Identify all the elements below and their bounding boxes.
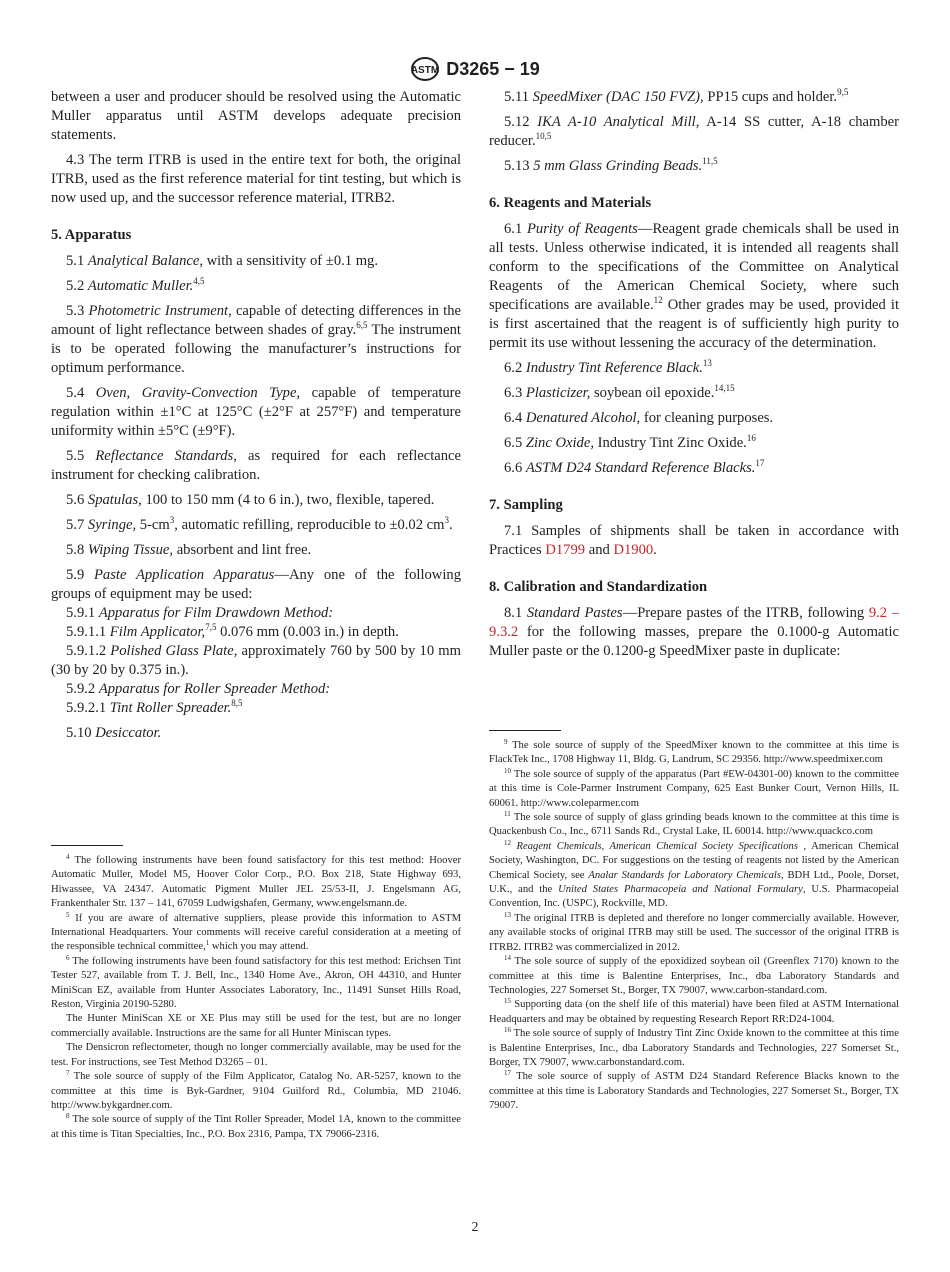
footnote (51, 912, 461, 955)
text: 5.3 (66, 303, 89, 319)
paragraph (51, 699, 461, 718)
footnote-ref: 12 (653, 295, 663, 305)
text: PP15 cups and holder. (703, 89, 838, 105)
footnote (51, 955, 461, 1013)
text: 5.11 (504, 89, 533, 105)
text: The sole source of supply of glass grinding beads known to the committee at this time is Quackenbush Co., Inc., 6711 Sands Rd., Crystal Lake, IL 60014. http://www.quackco.com (489, 812, 899, 838)
italic-term: Reflectance Standards, (95, 448, 237, 464)
text: —Any one of the following groups of equipment may be used: (51, 567, 461, 602)
text: 6.4 (504, 410, 526, 426)
text: 6.2 (504, 360, 526, 376)
paragraph (51, 541, 461, 560)
text: 5. Apparatus (51, 227, 132, 243)
paragraph (51, 680, 461, 699)
italic-term: Apparatus for Film Drawdown Method: (98, 605, 334, 621)
paragraph (51, 252, 461, 271)
text: approximately 760 by 500 by 10 mm (30 by 20 by 0.375 in.). (51, 643, 461, 678)
italic-term: Automatic Muller. (87, 278, 194, 294)
reference-link[interactable]: 9.2 – 9.3.2 (489, 605, 900, 640)
footnote (489, 912, 899, 955)
text: 6. Reagents and Materials (489, 195, 652, 211)
footnote-ref: 5 (66, 910, 70, 919)
text: 6.5 (504, 435, 526, 451)
text: The sole source of supply of the Tint Roller Spreader, Model 1A, known to the committee at this time is Titan Specialties, Inc., P.O. Box 2316, Pampa, TX 79066-2316. (51, 1114, 461, 1140)
text: 100 to 150 mm (4 to 6 in.), two, flexible, tapered. (141, 492, 435, 508)
italic-term: United States Pharmacopeia and National Formulary (558, 884, 803, 896)
italic-term: Analytical Balance, (87, 253, 203, 269)
italic-term: Denatured Alcohol, (525, 410, 641, 426)
text: The original ITRB is depleted and therefore no longer commercially available. However, any available stocks of original ITRB may still be used. The successor of the original ITRB is ITRB2. ITRB2 was commercialized in 2012. (489, 912, 899, 953)
text: 5-cm (136, 517, 170, 533)
text: with a sensitivity of ±0.1 mg. (202, 253, 379, 269)
footnote-ref: 11,5 (702, 156, 718, 166)
footnote (51, 1041, 461, 1070)
footnote-ref: 8,5 (231, 698, 243, 708)
text: 5.5 (66, 448, 96, 464)
paragraph (51, 302, 461, 378)
text: , BDH Ltd., Poole, Dorset, U.K., and the (489, 869, 899, 896)
footnote-ref: 6,5 (356, 320, 368, 330)
text: Industry Tint Zinc Oxide. (593, 435, 747, 451)
footnote-ref: 4,5 (193, 276, 205, 286)
reference-link[interactable]: D1900 (613, 542, 654, 558)
paragraph (489, 522, 899, 560)
section-heading (51, 226, 461, 245)
text: The sole source of supply of ASTM D24 Standard Reference Blacks known to the committee at this time is Laboratory Standards and Technologies, 227 Somerset St., Borger, TX 79007. (489, 1071, 899, 1112)
text: absorbent and lint free. (173, 542, 312, 558)
text: 6.1 (504, 221, 527, 237)
footnote (51, 1113, 461, 1142)
text: The Hunter MiniScan XE or XE Plus may still be used for the test, but are no longer commercially available. Instructions are the same for all Hunter Miniscan types. (51, 1013, 461, 1039)
footnote (489, 955, 899, 998)
footnote (489, 840, 899, 912)
paragraph (51, 447, 461, 485)
text: The instrument is to be operated following the manufacturer’s instructions for optimum performance. (51, 322, 461, 376)
text: The Densicron reflectometer, though no longer commercially available, may be used for the test. For instructions, see Test Method D3265 – 01. (51, 1042, 461, 1068)
footnote-ref: 14 (504, 954, 511, 963)
text: 5.9.2.1 (66, 700, 110, 716)
footnote-ref: 13 (504, 910, 511, 919)
text: The sole source of supply of the SpeedMixer known to the committee at this time is FlackTek Inc., 1708 Highway 11, Bldg. G, Landrum, SC 29356. http://www.speedmixer.com (489, 740, 899, 766)
paragraph (489, 384, 899, 403)
paragraph (51, 566, 461, 604)
text: The sole source of supply of the epoxidized soybean oil (Greenflex 7170) known to the committee at this time is Balentine Enterprises, Inc., dba Laboratory Standards and Technologies, 227 Somerset St., Borger, TX 79007, www.carbon-standard.com. (489, 956, 899, 996)
italic-term: Wiping Tissue, (87, 542, 174, 558)
text: 8.1 (504, 605, 527, 621)
text: . (448, 517, 453, 533)
italic-term: SpeedMixer (DAC 150 FVZ), (532, 89, 704, 105)
footnote-ref: 8 (66, 1112, 70, 1121)
text: 8. Calibration and Standardization (489, 579, 708, 595)
footnotes-right (489, 739, 899, 1114)
footnote (489, 1070, 899, 1113)
footnote (489, 1027, 899, 1070)
italic-term: Industry Tint Reference Black. (525, 360, 703, 376)
footnote-ref: 13 (702, 358, 712, 368)
text: Supporting data (on the shelf life of this material) have been filed at ASTM International Headquarters and may be obtained by requesting Research Report RR:D24-1004. (489, 999, 899, 1025)
italic-term: Spatulas, (87, 492, 142, 508)
text: capable of detecting differences in the amount of light reflectance between shades of gray. (51, 303, 461, 338)
paragraph (51, 151, 461, 208)
paragraph (489, 459, 899, 478)
paragraph (489, 157, 899, 176)
footnote-ref: 16 (746, 433, 756, 443)
text: —Prepare pastes of the ITRB, following (622, 605, 869, 621)
text: 5.2 (66, 278, 88, 294)
text: 6.6 (504, 460, 526, 476)
italic-term: Apparatus for Roller Spreader Method: (98, 681, 331, 697)
footnotes-left (51, 854, 461, 1142)
text: 5.1 (66, 253, 88, 269)
section-heading (489, 496, 899, 515)
paragraph (489, 359, 899, 378)
italic-term: Paste Application Apparatus (94, 567, 275, 583)
italic-term: IKA A-10 Analytical Mill, (537, 114, 700, 130)
italic-term: Tint Roller Spreader. (109, 700, 232, 716)
footnote-ref: 4 (66, 853, 70, 861)
text: , U.S. Pharmacopeial Convention, Inc. (USPC), Rockville, MD. (489, 884, 899, 910)
text: 5.9.2 (66, 681, 99, 697)
footnote-ref: 12 (504, 838, 511, 847)
text: 6.3 (504, 385, 526, 401)
italic-term: 5 mm Glass Grinding Beads. (533, 158, 703, 174)
footnote-ref: 15 (504, 997, 511, 1006)
left-column (51, 88, 461, 749)
paragraph (489, 88, 899, 107)
footnote-ref: 10,5 (535, 131, 552, 141)
paragraph (51, 642, 461, 680)
footnote (489, 811, 899, 840)
text: The sole source of supply of Industry Tint Zinc Oxide known to the committee at this time is Balentine Enterprises, Inc., dba Laboratory Standards and Technologies, 227 Somerset St., Borger, TX 79007, www.carbonstandard.com. (489, 1028, 899, 1068)
text: , American Chemical Society, Washington, DC. For suggestions on the testing of reagents not listed by the American Chemical Society, see (489, 840, 899, 881)
paragraph (489, 604, 899, 661)
footnote (51, 854, 461, 912)
footnote (489, 768, 899, 811)
text: which you may attend. (209, 941, 309, 953)
text: 5.9.1.1 (66, 624, 110, 640)
paragraph (51, 516, 461, 535)
text: 5.6 (66, 492, 88, 508)
italic-term: Oven, Gravity-Convection Type, (95, 385, 301, 401)
footnote-ref: 3 (444, 515, 449, 525)
italic-term: Film Applicator, (109, 624, 206, 640)
footnote-ref: 3 (169, 515, 175, 525)
section-heading (489, 578, 899, 597)
document-id: D3265 − 19 (446, 58, 540, 79)
footnote-ref: 7 (66, 1069, 70, 1078)
text: 5.8 (66, 542, 88, 558)
paragraph (489, 434, 899, 453)
italic-term: Zinc Oxide, (525, 435, 594, 451)
footnote-ref: 9 (504, 738, 508, 746)
text: The sole source of supply of the Film Applicator, Catalog No. AR-5257, known to the committee at this time is Byk-Gardner, 9104 Guilford Rd., Columbia, MD 21046. http://www.bykgardner.com. (51, 1071, 461, 1111)
text: 7.1 Samples of shipments shall be taken in accordance with Practices (489, 523, 899, 558)
paragraph (489, 409, 899, 428)
footnote (489, 998, 899, 1027)
text: 5.9 (66, 567, 95, 583)
italic-term: Plasticizer, (525, 385, 591, 401)
italic-term: Standard Pastes (526, 605, 623, 621)
paragraph (489, 220, 899, 353)
svg-text:ASTM: ASTM (411, 65, 440, 76)
footnote (51, 1012, 461, 1041)
text: 4.3 The term ITRB is used in the entire text for both, the original ITRB, used as the first reference material for tint testing, but which is now used up, and the successor reference material, ITRB2. (51, 152, 461, 206)
footnote-ref: 1 (205, 939, 210, 948)
italic-term: Polished Glass Plate, (110, 643, 238, 659)
italic-term: ASTM D24 Standard Reference Blacks. (525, 460, 756, 476)
paragraph (51, 384, 461, 441)
footnote-rule-left (51, 845, 123, 846)
text: soybean oil epoxide. (590, 385, 715, 401)
text: The sole source of supply of the apparatus (Part #EW-04301-00) known to the committee at this time is Cole-Parmer Instrument Company, 625 East Bunker Court, Vernon Hills, IL 60061. http://www.coleparmer.com (489, 768, 899, 809)
footnote-ref: 6 (66, 953, 70, 962)
footnote (489, 739, 899, 768)
footnote (51, 1070, 461, 1113)
text: 5.10 (66, 725, 96, 741)
text: 5.9.1.2 (66, 643, 111, 659)
text: 5.13 (504, 158, 534, 174)
text: 5.7 (66, 517, 88, 533)
paragraph (51, 604, 461, 623)
italic-term: Photometric Instrument, (88, 303, 232, 319)
footnote-ref: 10 (504, 766, 511, 775)
footnote-ref: 9,5 (837, 87, 849, 97)
italic-term: Purity of Reagents (527, 221, 638, 237)
text: capable of temperature regulation within ±1°C at 125°C (±2°F at 257°F) and temperature uniformity within ±5°C (±9°F). (51, 385, 462, 439)
footnote-ref: 16 (504, 1026, 511, 1035)
text: for the following masses, prepare the 0.1000-g Automatic Muller paste or the 0.1200-g SpeedMixer paste in duplicate: (489, 624, 899, 659)
italic-term: Analar Standards for Laboratory Chemicals (588, 869, 781, 881)
text: . (653, 542, 657, 558)
paragraph (489, 113, 899, 151)
paragraph (51, 724, 461, 743)
italic-term: Syringe, (87, 517, 137, 533)
paragraph (51, 88, 461, 145)
text: The following instruments have been found satisfactory for this test method: Erichsen Tint Tester 527, available from T. J. Bell, Inc., 1340 Home Ave., Akron, OH 44310, and Hunter MiniScan EZ, available from Hunter Associates Laboratory, Inc., 11491 Sunset Hills Road, Reston, Virginia 20190-5280. (51, 955, 461, 1011)
right-column (489, 88, 899, 667)
footnote-ref: 14,15 (714, 383, 735, 393)
text: between a user and producer should be resolved using the Automatic Muller apparatus until ASTM develops adequate precision statements. (51, 89, 461, 143)
text: as required for each reflectance instrument for checking calibration. (51, 448, 461, 483)
text: , automatic refilling, reproducible to ±0.02 cm (174, 517, 445, 533)
text: —Reagent grade chemicals shall be used in all tests. Unless otherwise indicated, it is intended all reagents shall conform to the specifications of the Committee on Analytical Reagents of the American Chemical Society, where such specifications are available. (489, 221, 899, 313)
footnote-ref: 17 (755, 458, 765, 468)
page-number: 2 (471, 1220, 479, 1235)
reference-link[interactable]: D1799 (545, 542, 586, 558)
footnote-ref: 7,5 (205, 622, 217, 632)
footnote-rule-right (489, 730, 561, 731)
footnote-ref: 11 (504, 810, 511, 819)
text: 7. Sampling (489, 497, 563, 513)
text: Other grades may be used, provided it is first ascertained that the reagent is of sufficiently high purity to permit its use without lessening the accuracy of the determination. (489, 297, 900, 351)
paragraph (51, 491, 461, 510)
section-heading (489, 194, 899, 213)
paragraph (51, 623, 461, 642)
text: and (585, 542, 614, 558)
italic-term: Reagent Chemicals, American Chemical Society Specifications (516, 840, 798, 852)
text: 0.076 mm (0.003 in.) in depth. (216, 624, 399, 640)
text: A-14 SS cutter, A-18 chamber reducer. (489, 114, 900, 149)
text: for cleaning purposes. (640, 410, 774, 426)
page-header (0, 56, 950, 87)
text: 5.4 (66, 385, 96, 401)
footnote-ref: 17 (504, 1069, 511, 1078)
paragraph (51, 277, 461, 296)
text: The following instruments have been found satisfactory for this test method: Hoover Automatic Muller, Model M5, Hoover Color Corp., P.O. Box 218, State Highway 693, Hiwassee, VA 24347. Automatic Pigment Muller JEL 25/53-II, J. Engelsmann AG, Frankenthaler Str. 137 – 141, 67059 Ludwigshafen, Germany, www.engelsmann.de. (51, 855, 461, 910)
astm-logo-icon (410, 56, 440, 82)
italic-term: Desiccator. (95, 725, 162, 741)
text: If you are aware of alternative suppliers, please provide this information to ASTM International Headquarters. Your comments will receive careful consideration at a meeting of the responsible technical committee, (51, 912, 461, 953)
text: 5.9.1 (66, 605, 99, 621)
text: 5.12 (504, 114, 538, 130)
